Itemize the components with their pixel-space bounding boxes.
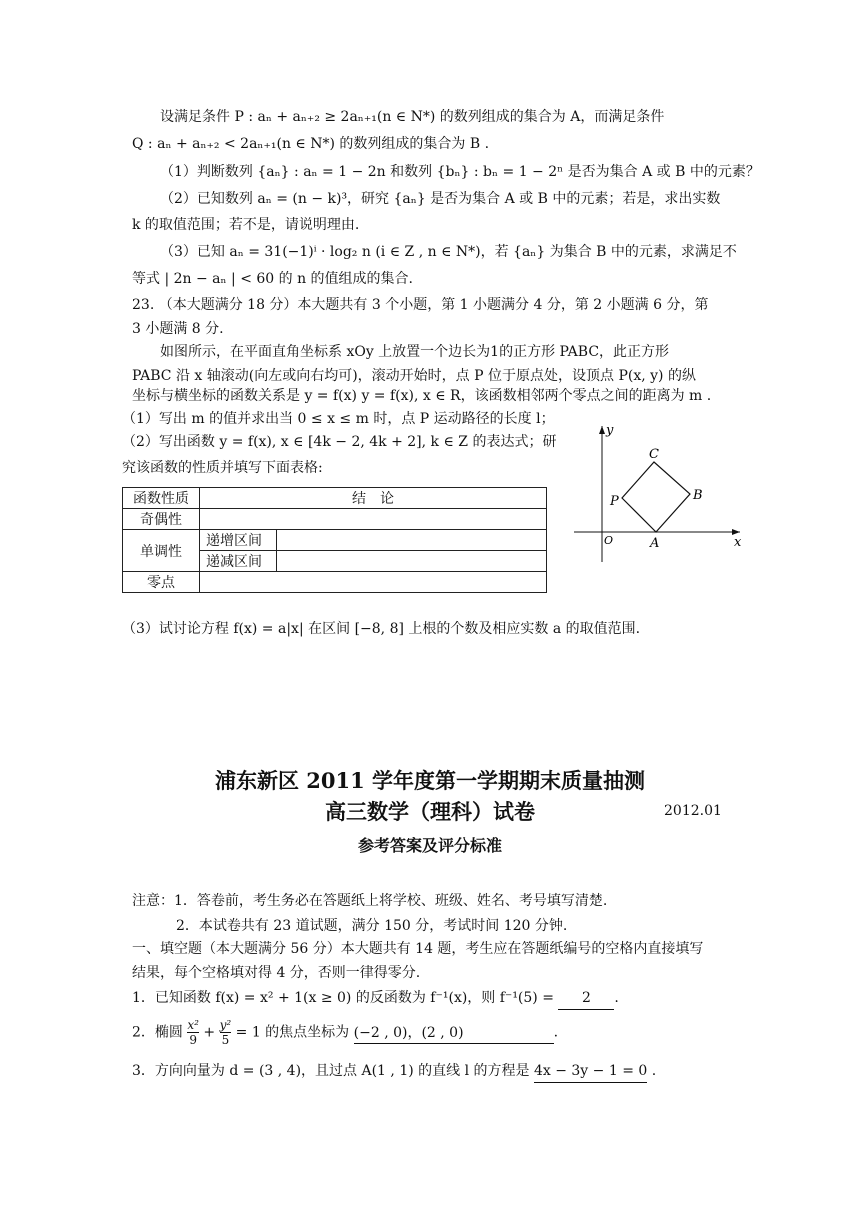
label-origin: O	[604, 534, 614, 547]
table-cell-zeros-answer	[200, 572, 547, 593]
label-a: A	[650, 536, 660, 551]
q22-part3a: （3）已知 aₙ = 31(−1)ⁱ · log₂ n (i ∈ Z , n ∈ N*)，若 {aₙ} 为集合 B 中的元素，求满足不	[160, 244, 737, 260]
q23-sub1: （1）写出 m 的值并求出当 0 ≤ x ≤ m 时，点 P 运动路径的长度 l；	[122, 411, 555, 427]
answer-title-2: 高三数学（理科）试卷	[325, 799, 535, 824]
section1-line2: 结果，每个空格填对得 4 分，否则一律得零分.	[132, 965, 421, 981]
table-header-conclusion: 结 论	[200, 488, 547, 509]
table-cell-parity-answer	[200, 509, 547, 530]
table-row-parity: 奇偶性	[123, 509, 200, 530]
table-header-property: 函数性质	[123, 488, 200, 509]
answer-2-frac1-den: 9	[189, 1033, 197, 1047]
q23-body3: 坐标与横坐标的函数关系是 y = f(x) y = f(x), x ∈ R，该函数相邻两个零点之间的距离为 m .	[132, 388, 712, 404]
table-cell-increasing-answer	[277, 530, 547, 551]
q23-head2: 3 小题满 8 分.	[132, 321, 224, 337]
answer-1-question: 1．已知函数 f(x) = x² + 1(x ≥ 0) 的反函数为 f⁻¹(x)，则 f⁻¹(5) =	[132, 990, 554, 1006]
note-2: 2．本试卷共有 23 道试题，满分 150 分，考试时间 120 分钟.	[176, 918, 568, 934]
q22-part2b: k 的取值范围；若不是，请说明理由.	[132, 217, 360, 233]
label-x: x	[734, 535, 742, 550]
answer-2-frac2-num: y²	[219, 1018, 232, 1032]
answer-3: 3．方向向量为 d = (3 , 4)，且过点 A(1 , 1) 的直线 l 的方程是 4x − 3y − 1 = 0 .	[132, 1060, 656, 1083]
note-1: 注意：1．答卷前，考生务必在答题纸上将学校、班级、姓名、考号填写清楚.	[132, 893, 608, 909]
square-pabc	[622, 462, 690, 532]
label-b: B	[693, 488, 703, 503]
answer-2-blank: (−2 , 0)，(2 , 0)	[354, 1023, 554, 1044]
answer-1-blank: 2	[558, 987, 614, 1010]
answer-2-middle: = 1 的焦点坐标为	[235, 1024, 350, 1041]
table-row-increasing: 递增区间	[200, 530, 277, 551]
answer-subtitle: 参考答案及评分标准	[357, 836, 502, 855]
q22-line1: 设满足条件 P : aₙ + aₙ₊₂ ≥ 2aₙ₊₁(n ∈ N*) 的数列组成的集合为 A，而满足条件	[160, 109, 665, 125]
q23-body2: PABC 沿 x 轴滚动(向左或向右均可)，滚动开始时，点 P 位于原点处，设顶点 P(x, y) 的纵	[132, 368, 696, 384]
properties-table	[122, 487, 547, 593]
table-row-monotonicity: 单调性	[123, 530, 200, 572]
y-axis-arrow	[599, 426, 605, 434]
answer-2-frac2-den: 5	[221, 1033, 230, 1047]
label-y: y	[606, 423, 614, 438]
answer-title-1: 浦东新区 2011 学年度第一学期期末质量抽测	[214, 768, 646, 793]
section1-line1: 一、填空题（本大题满分 56 分）本大题共有 14 题，考生应在答题纸编号的空格内直接填写	[132, 941, 704, 957]
table-row-zeros: 零点	[123, 572, 200, 593]
q22-part3b: 等式 | 2n − aₙ | < 60 的 n 的值组成的集合.	[132, 271, 414, 287]
q23-sub3: （3）试讨论方程 f(x) = a|x| 在区间 [−8, 8] 上根的个数及相应实数 a 的取值范围.	[122, 621, 641, 637]
answer-2: 2．椭圆 $\frac{\text{x²}}{9}$ + $\frac{\text{y²}}{5}$ = 1 的焦点坐标为 (−2 , 0)，(2 , 0) .	[132, 1018, 559, 1047]
q22-line2: Q : aₙ + aₙ₊₂ < 2aₙ₊₁(n ∈ N*) 的数列组成的集合为 B .	[132, 136, 490, 152]
q22-part2a: （2）已知数列 aₙ = (n − k)³，研究 {aₙ} 是否为集合 A 或 B 中的元素；若是，求出实数	[160, 191, 721, 207]
table-cell-decreasing-answer	[277, 551, 547, 572]
answer-3-blank: 4x − 3y − 1 = 0	[534, 1060, 647, 1083]
q23-body1: 如图所示，在平面直角坐标系 xOy 上放置一个边长为1的正方形 PABC，此正方形	[160, 344, 670, 360]
q22-part1: （1）判断数列 {aₙ} : aₙ = 1 − 2n 和数列 {bₙ} : bₙ = 1 − 2ⁿ 是否为集合 A 或 B 中的元素？	[160, 164, 760, 180]
answer-3-question: 3．方向向量为 d = (3 , 4)，且过点 A(1 , 1) 的直线 l 的方程是	[132, 1063, 530, 1079]
table-row-decreasing: 递减区间	[200, 551, 277, 572]
label-c: C	[649, 447, 659, 462]
q23-sub2a: （2）写出函数 y = f(x), x ∈ [4k − 2, 4k + 2], k ∈ Z 的表达式；研	[122, 434, 557, 450]
square-figure	[568, 420, 748, 565]
answer-date: 2012.01	[664, 803, 722, 819]
q23-sub2b: 究该函数的性质并填写下面表格:	[122, 460, 323, 476]
answer-2-frac1-num: x²	[187, 1018, 199, 1032]
label-p: P	[610, 494, 619, 509]
q23-head1: 23. （本大题满分 18 分）本大题共有 3 个小题，第 1 小题满分 4 分，第 2 小题满 6 分，第	[132, 297, 709, 313]
answer-2-prefix: 2．椭圆	[132, 1024, 183, 1041]
answer-1: 1．已知函数 f(x) = x² + 1(x ≥ 0) 的反函数为 f⁻¹(x)，则 f⁻¹(5) = 2 .	[132, 987, 619, 1010]
